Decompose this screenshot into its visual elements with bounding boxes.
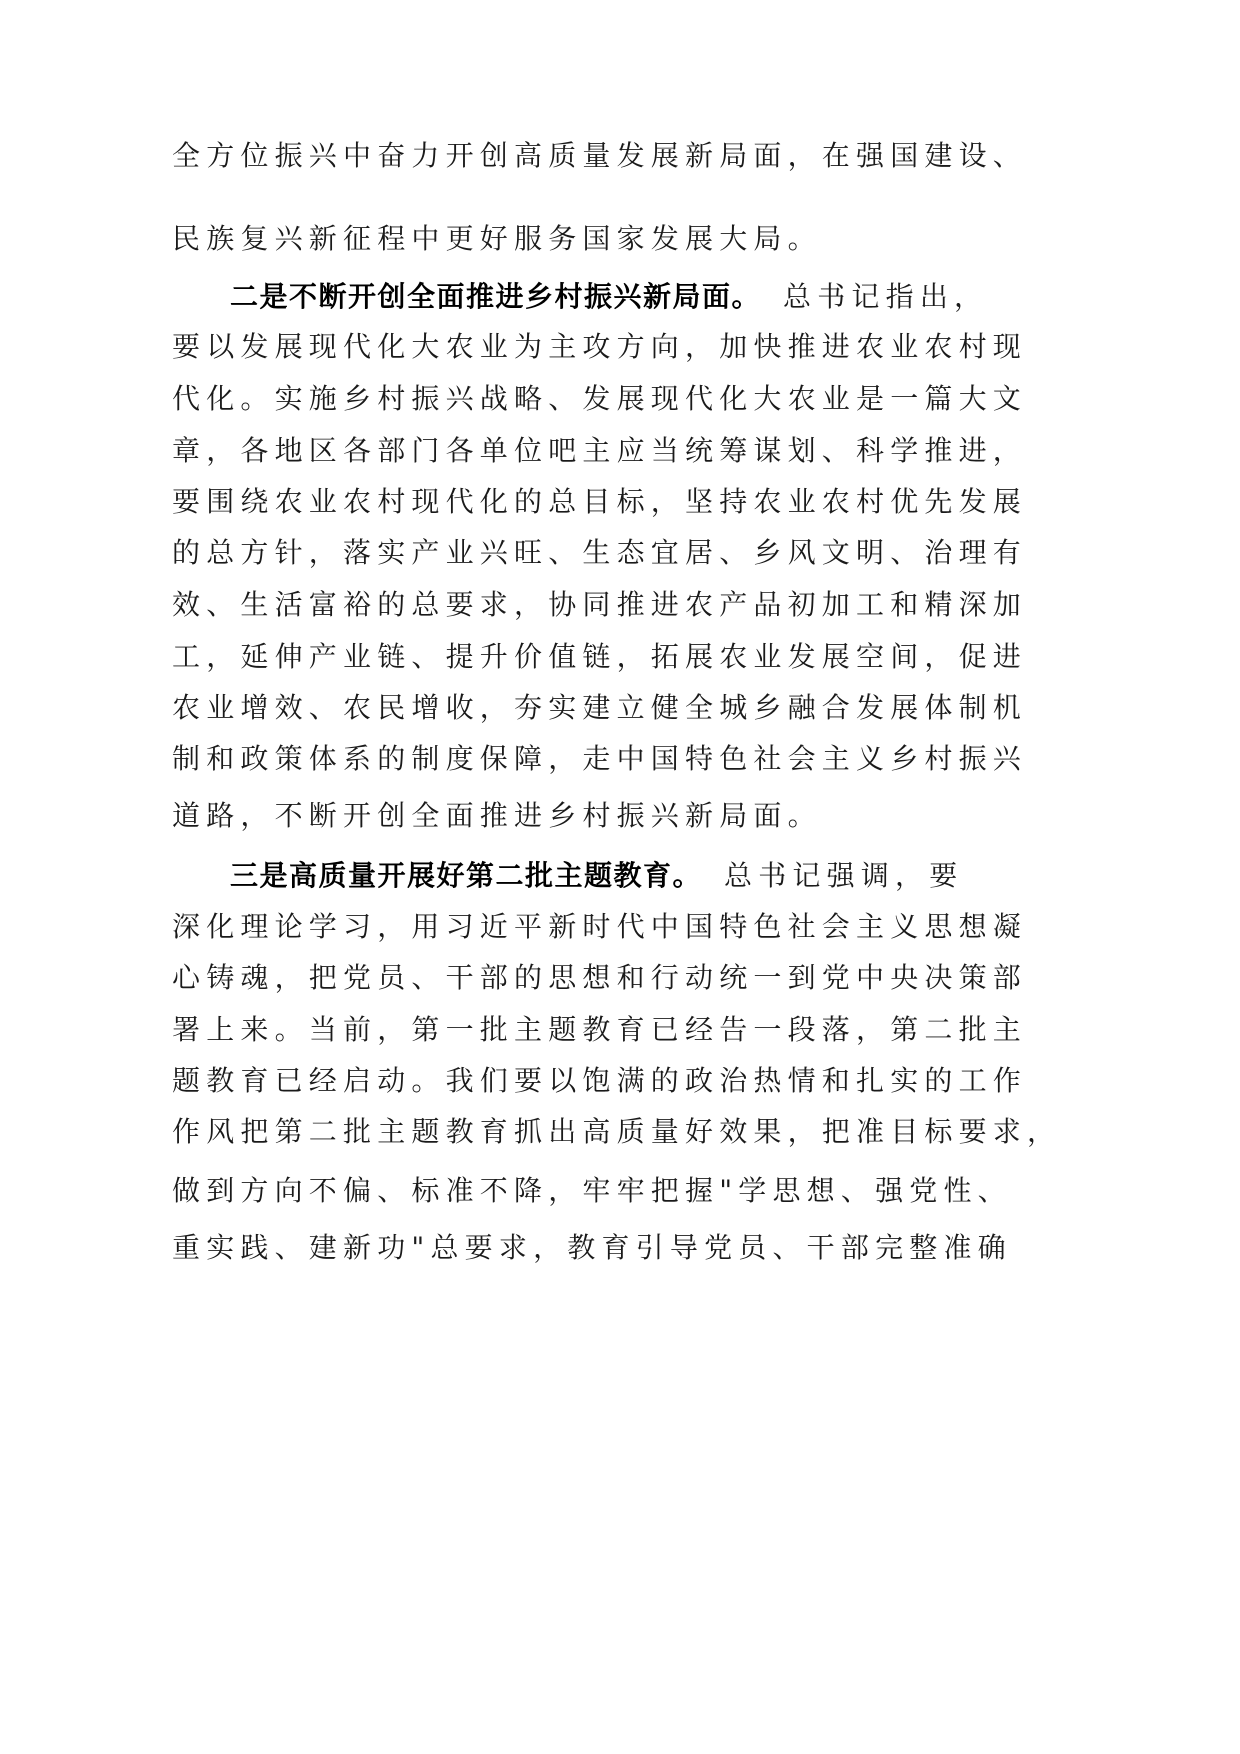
paragraph-line: 要以发展现代化大农业为主攻方向，加快推进农业农村现 [172, 330, 1028, 363]
paragraph-line: 道路，不断开创全面推进乡村振兴新局面。 [172, 799, 822, 832]
paragraph-line: 工，延伸产业链、提升价值链，拓展农业发展空间，促进 [172, 640, 1028, 673]
paragraph-line: 民族复兴新征程中更好服务国家发展大局。 [172, 222, 822, 255]
paragraph-line: 心铸魂，把党员、干部的思想和行动统一到党中央决策部 [172, 961, 1028, 994]
paragraph-line: 的总方针，落实产业兴旺、生态宜居、乡风文明、治理有 [172, 536, 1028, 569]
section-3-heading: 三是高质量开展好第二批主题教育。 [230, 859, 703, 892]
section-2-first-line-text: 总书记指出， [783, 280, 989, 313]
section-3-first-line-text: 总书记强调，要 [724, 859, 964, 892]
section-3-first-line [230, 856, 964, 896]
paragraph-line: 题教育已经启动。我们要以饱满的政治热情和扎实的工作 [172, 1064, 1028, 1097]
paragraph-line: 代化。实施乡村振兴战略、发展现代化大农业是一篇大文 [172, 382, 1028, 415]
paragraph-line: 制和政策体系的制度保障，走中国特色社会主义乡村振兴 [172, 742, 1028, 775]
paragraph-line: 做到方向不偏、标准不降，牢牢把握"学思想、强党性、 [172, 1174, 1012, 1207]
paragraph-line: 章，各地区各部门各单位吧主应当统筹谋划、科学推进， [172, 434, 1028, 467]
section-2-heading: 二是不断开创全面推进乡村振兴新局面。 [230, 280, 762, 313]
section-2-first-line [230, 277, 989, 317]
paragraph-line: 作风把第二批主题教育抓出高质量好效果，把准目标要求， [172, 1115, 1062, 1148]
paragraph-line: 署上来。当前，第一批主题教育已经告一段落，第二批主 [172, 1013, 1028, 1046]
paragraph-line: 重实践、建新功"总要求，教育引导党员、干部完整准确 [172, 1231, 1012, 1264]
paragraph-line: 要围绕农业农村现代化的总目标，坚持农业农村优先发展 [172, 485, 1028, 518]
paragraph-line: 农业增效、农民增收，夯实建立健全城乡融合发展体制机 [172, 691, 1028, 724]
paragraph-line: 效、生活富裕的总要求，协同推进农产品初加工和精深加 [172, 588, 1028, 621]
paragraph-line: 全方位振兴中奋力开创高质量发展新局面，在强国建设、 [172, 139, 1028, 172]
paragraph-line: 深化理论学习，用习近平新时代中国特色社会主义思想凝 [172, 910, 1028, 943]
